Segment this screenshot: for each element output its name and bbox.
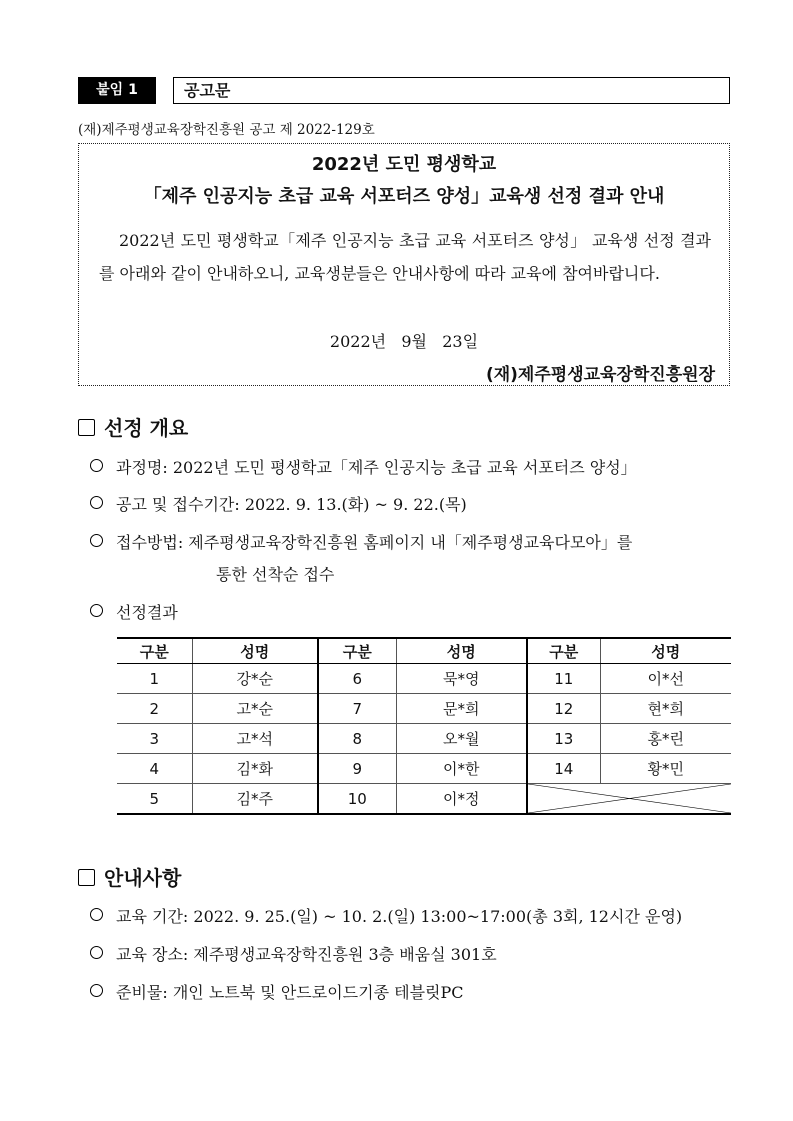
list-item: 과정명: 2022년 도민 평생학교「제주 인공지능 초급 교육 서포터즈 양성」 (90, 455, 637, 478)
table-cell: 묵*영 (396, 664, 527, 694)
list-item: 준비물: 개인 노트북 및 안드로이드기종 테블릿PC (90, 980, 464, 1003)
notice-body: 2022년 도민 평생학교「제주 인공지능 초급 교육 서포터즈 양성」 교육생 선정 결과를 아래와 같이 안내하오니, 교육생분들은 안내사항에 따라 교육에 참여바랍니다. (99, 231, 711, 283)
table-cell: 현*희 (600, 694, 731, 724)
table-row (117, 784, 731, 815)
table-row (117, 694, 731, 724)
table-header-cell: 성명 (600, 638, 731, 664)
table-cell: 13 (527, 724, 600, 754)
table-cell: 1 (117, 664, 192, 694)
selection-result-table (117, 637, 731, 815)
table-cell: 4 (117, 754, 192, 784)
circle-bullet-icon (90, 496, 103, 509)
table-cell: 2 (117, 694, 192, 724)
list-item-continuation: 통한 선착순 접수 (216, 565, 335, 584)
table-cell: 이*정 (396, 784, 527, 815)
notice-date: 2022년 9월 23일 (329, 332, 479, 351)
table-cell: 9 (318, 754, 396, 784)
table-header-cell: 성명 (396, 638, 527, 664)
table-cell: 오*월 (396, 724, 527, 754)
circle-bullet-icon (90, 984, 103, 997)
table-header-row (117, 638, 731, 664)
notice-organization: (재)제주평생교육장학진흥원장 (485, 365, 715, 385)
empty-crossed-cell (527, 784, 731, 815)
attachment-title: 공고문 (173, 77, 730, 104)
section-title: 안내사항 (104, 866, 182, 890)
notice-box (78, 143, 730, 386)
checkbox-square-icon (78, 869, 95, 886)
circle-bullet-icon (90, 459, 103, 472)
list-item: 교육 기간: 2022. 9. 25.(일) ~ 10. 2.(일) 13:00~17:00(총 3회, 12시간 운영) (90, 904, 682, 927)
table-cell: 문*희 (396, 694, 527, 724)
circle-bullet-icon (90, 946, 103, 959)
table-cell: 5 (117, 784, 192, 815)
table-cell: 12 (527, 694, 600, 724)
circle-bullet-icon (90, 534, 103, 547)
table-cell: 고*석 (192, 724, 318, 754)
cross-out-icon (528, 784, 731, 813)
table-header-cell: 성명 (192, 638, 318, 664)
attachment-header (78, 77, 720, 104)
circle-bullet-icon (90, 604, 103, 617)
list-item: 교육 장소: 제주평생교육장학진흥원 3층 배움실 301호 (90, 942, 497, 965)
table-cell: 강*순 (192, 664, 318, 694)
table-cell: 10 (318, 784, 396, 815)
table-header-cell: 구분 (117, 638, 192, 664)
table-row (117, 754, 731, 784)
table-cell: 3 (117, 724, 192, 754)
table-cell: 김*화 (192, 754, 318, 784)
list-item: 공고 및 접수기간: 2022. 9. 13.(화) ~ 9. 22.(목) (90, 492, 467, 515)
list-item: 선정결과 (90, 600, 178, 623)
table-cell: 황*민 (600, 754, 731, 784)
notice-title-line1: 2022년 도민 평생학교 (311, 154, 497, 175)
table-cell: 김*주 (192, 784, 318, 815)
attachment-tag: 붙임 1 (78, 77, 156, 104)
list-item: 접수방법: 제주평생교육장학진흥원 홈페이지 내「제주평생교육다모아」를 (90, 530, 632, 553)
section-heading-guide (78, 862, 181, 891)
table-row (117, 664, 731, 694)
table-cell: 7 (318, 694, 396, 724)
circle-bullet-icon (90, 908, 103, 921)
notice-number: (재)제주평생교육장학진흥원 공고 제 2022-129호 (78, 122, 375, 138)
table-cell: 이*선 (600, 664, 731, 694)
section-heading-selection (78, 412, 188, 441)
table-cell: 홍*린 (600, 724, 731, 754)
table-cell: 11 (527, 664, 600, 694)
checkbox-square-icon (78, 419, 95, 436)
notice-title-line2: 「제주 인공지능 초급 교육 서포터즈 양성」교육생 선정 결과 안내 (143, 186, 665, 207)
table-header-cell: 구분 (527, 638, 600, 664)
table-cell: 8 (318, 724, 396, 754)
section-title: 선정 개요 (104, 416, 189, 440)
table-header-cell: 구분 (318, 638, 396, 664)
table-row (117, 724, 731, 754)
table-cell: 14 (527, 754, 600, 784)
table-cell: 고*순 (192, 694, 318, 724)
table-cell: 이*한 (396, 754, 527, 784)
table-cell: 6 (318, 664, 396, 694)
